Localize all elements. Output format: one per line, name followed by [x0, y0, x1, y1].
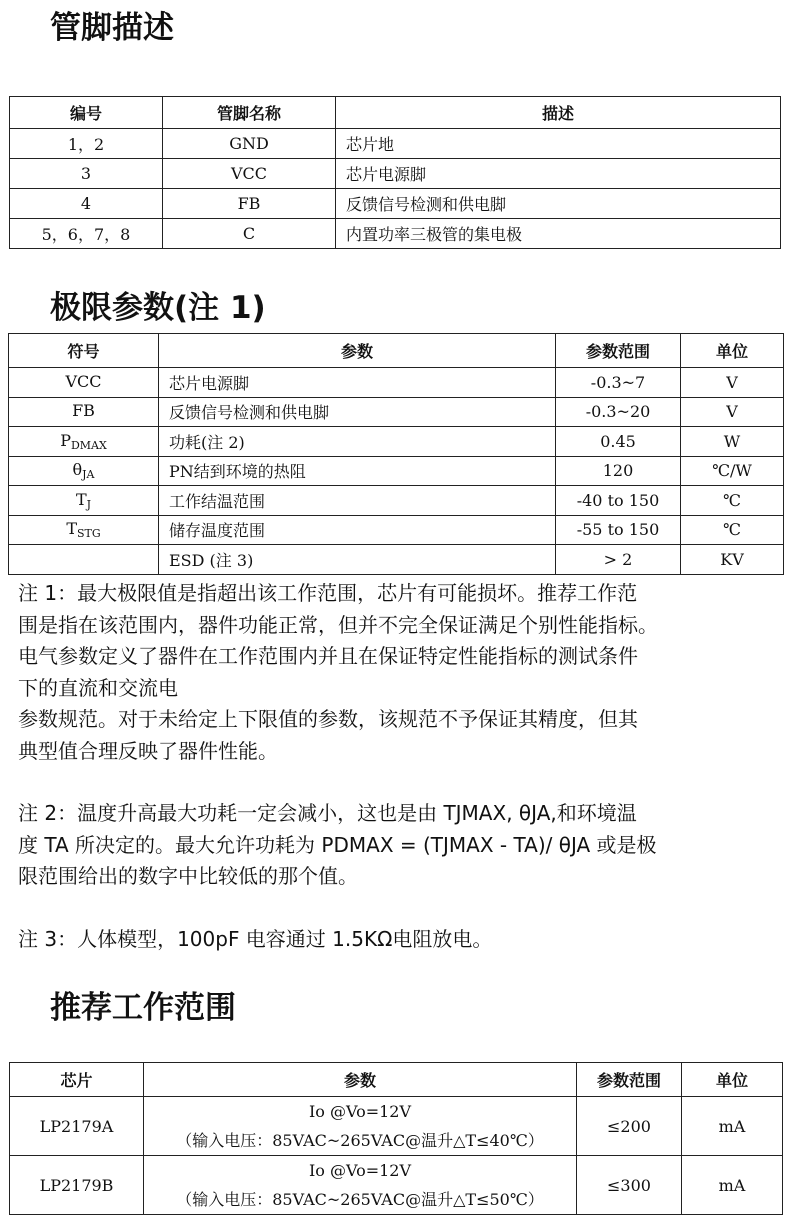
symbol: $T_J$ — [9, 486, 159, 516]
table-row — [9, 486, 784, 516]
parameter-line: Io @Vo=12V — [308, 1102, 412, 1121]
symbol: $P_{DMAX}$ — [9, 427, 159, 457]
unit: mA — [682, 1156, 783, 1215]
chip-model: LP2179B — [10, 1156, 144, 1215]
symbol — [9, 545, 159, 575]
symbol: $\theta_{JA}$ — [9, 456, 159, 486]
note-line: 下的直流和交流电 — [18, 675, 178, 700]
note-line: 注 1：最大极限值是指超出该工作范围，芯片有可能损坏。推荐工作范 — [18, 581, 638, 605]
recommended-table — [9, 1062, 783, 1215]
limits-table — [8, 333, 784, 575]
table-row — [9, 368, 784, 398]
table-row — [9, 397, 784, 427]
symbol: VCC — [9, 368, 159, 398]
unit: KV — [681, 545, 784, 575]
pin-name: GND — [163, 129, 336, 159]
pin-number: 4 — [10, 189, 163, 219]
table-row — [10, 129, 781, 159]
parameter: ESD (注 3) — [159, 545, 556, 575]
range: ≤200 — [577, 1097, 682, 1156]
pin-number: 3 — [10, 159, 163, 189]
note-line: 限范围给出的数字中比较低的那个值。 — [18, 864, 358, 888]
parameter-condition: （输入电压：85VAC~265VAC@温升△T≤40℃） — [176, 1131, 544, 1150]
note-line: 典型值合理反映了器件性能。 — [18, 738, 278, 763]
column-header: 单位 — [681, 334, 784, 368]
parameter: 芯片电源脚 — [159, 368, 556, 398]
table-row — [10, 1156, 783, 1215]
table-row — [9, 515, 784, 545]
pin-description: 芯片地 — [336, 129, 781, 159]
symbol: FB — [9, 397, 159, 427]
table-row — [9, 545, 784, 575]
table-row — [10, 159, 781, 189]
range: 0.45 — [556, 427, 681, 457]
parameter: 功耗(注 2) — [159, 427, 556, 457]
pin-description: 反馈信号检测和供电脚 — [336, 189, 781, 219]
note-line: 注 3：人体模型，100pF 电容通过 1.5KΩ电阻放电。 — [18, 926, 493, 951]
table-row — [10, 1097, 783, 1156]
column-header: 描述 — [336, 97, 781, 129]
range: -0.3~7 — [556, 368, 681, 398]
parameter: 工作结温范围 — [159, 486, 556, 516]
note-line: 电气参数定义了器件在工作范围内并且在保证特定性能指标的测试条件 — [18, 644, 638, 668]
range: 120 — [556, 456, 681, 486]
pin-name: C — [163, 219, 336, 249]
range: -55 to 150 — [556, 515, 681, 545]
table-row — [10, 189, 781, 219]
parameter: 储存温度范围 — [159, 515, 556, 545]
note-line: 注 2：温度升高最大功耗一定会减小，这也是由 TJMAX, θJA,和环境温 — [18, 801, 637, 825]
column-header: 编号 — [10, 97, 163, 129]
parameter: 反馈信号检测和供电脚 — [159, 397, 556, 427]
table-header-row — [10, 1063, 783, 1097]
column-header: 参数 — [144, 1063, 577, 1097]
pin-description-title: 管脚描述 — [50, 10, 174, 46]
table-header-row — [10, 97, 781, 129]
table-row — [10, 219, 781, 249]
column-header: 参数范围 — [556, 334, 681, 368]
column-header: 单位 — [682, 1063, 783, 1097]
range: -40 to 150 — [556, 486, 681, 516]
parameter — [144, 1156, 577, 1215]
table-row — [9, 456, 784, 486]
column-header: 符号 — [9, 334, 159, 368]
notes-section — [18, 578, 783, 955]
column-header: 参数范围 — [577, 1063, 682, 1097]
pin-number: 5，6，7，8 — [10, 219, 163, 249]
parameter-line: Io @Vo=12V — [308, 1161, 412, 1180]
table-header-row — [9, 334, 784, 368]
range: > 2 — [556, 545, 681, 575]
range: ≤300 — [577, 1156, 682, 1215]
note-line: 围是指在该范围内，器件功能正常，但并不完全保证满足个别性能指标。 — [18, 612, 658, 637]
pin-number: 1，2 — [10, 129, 163, 159]
note-line: 参数规范。对于未给定上下限值的参数，该规范不予保证其精度，但其 — [18, 707, 638, 731]
parameter — [144, 1097, 577, 1156]
unit: W — [681, 427, 784, 457]
note-line: 度 TA 所决定的。最大允许功耗为 PDMAX = (TJMAX - TA)/ θJA 或是极 — [18, 832, 657, 857]
range: -0.3~20 — [556, 397, 681, 427]
parameter: PN结到环境的热阻 — [159, 456, 556, 486]
pin-name: VCC — [163, 159, 336, 189]
pin-description: 内置功率三极管的集电极 — [336, 219, 781, 249]
unit: ℃ — [681, 486, 784, 516]
symbol: $T_{STG}$ — [9, 515, 159, 545]
absolute-limits-title: 极限参数(注 1) — [50, 290, 266, 326]
chip-model: LP2179A — [10, 1097, 144, 1156]
recommended-range-title: 推荐工作范围 — [50, 990, 236, 1026]
parameter-condition: （输入电压：85VAC~265VAC@温升△T≤50℃） — [176, 1190, 544, 1209]
unit: mA — [682, 1097, 783, 1156]
pin-name: FB — [163, 189, 336, 219]
column-header: 管脚名称 — [163, 97, 336, 129]
table-row — [9, 427, 784, 457]
unit: ℃/W — [681, 456, 784, 486]
unit: V — [681, 397, 784, 427]
pin-table — [9, 96, 781, 249]
column-header: 芯片 — [10, 1063, 144, 1097]
unit: V — [681, 368, 784, 398]
pin-description: 芯片电源脚 — [336, 159, 781, 189]
unit: ℃ — [681, 515, 784, 545]
column-header: 参数 — [159, 334, 556, 368]
